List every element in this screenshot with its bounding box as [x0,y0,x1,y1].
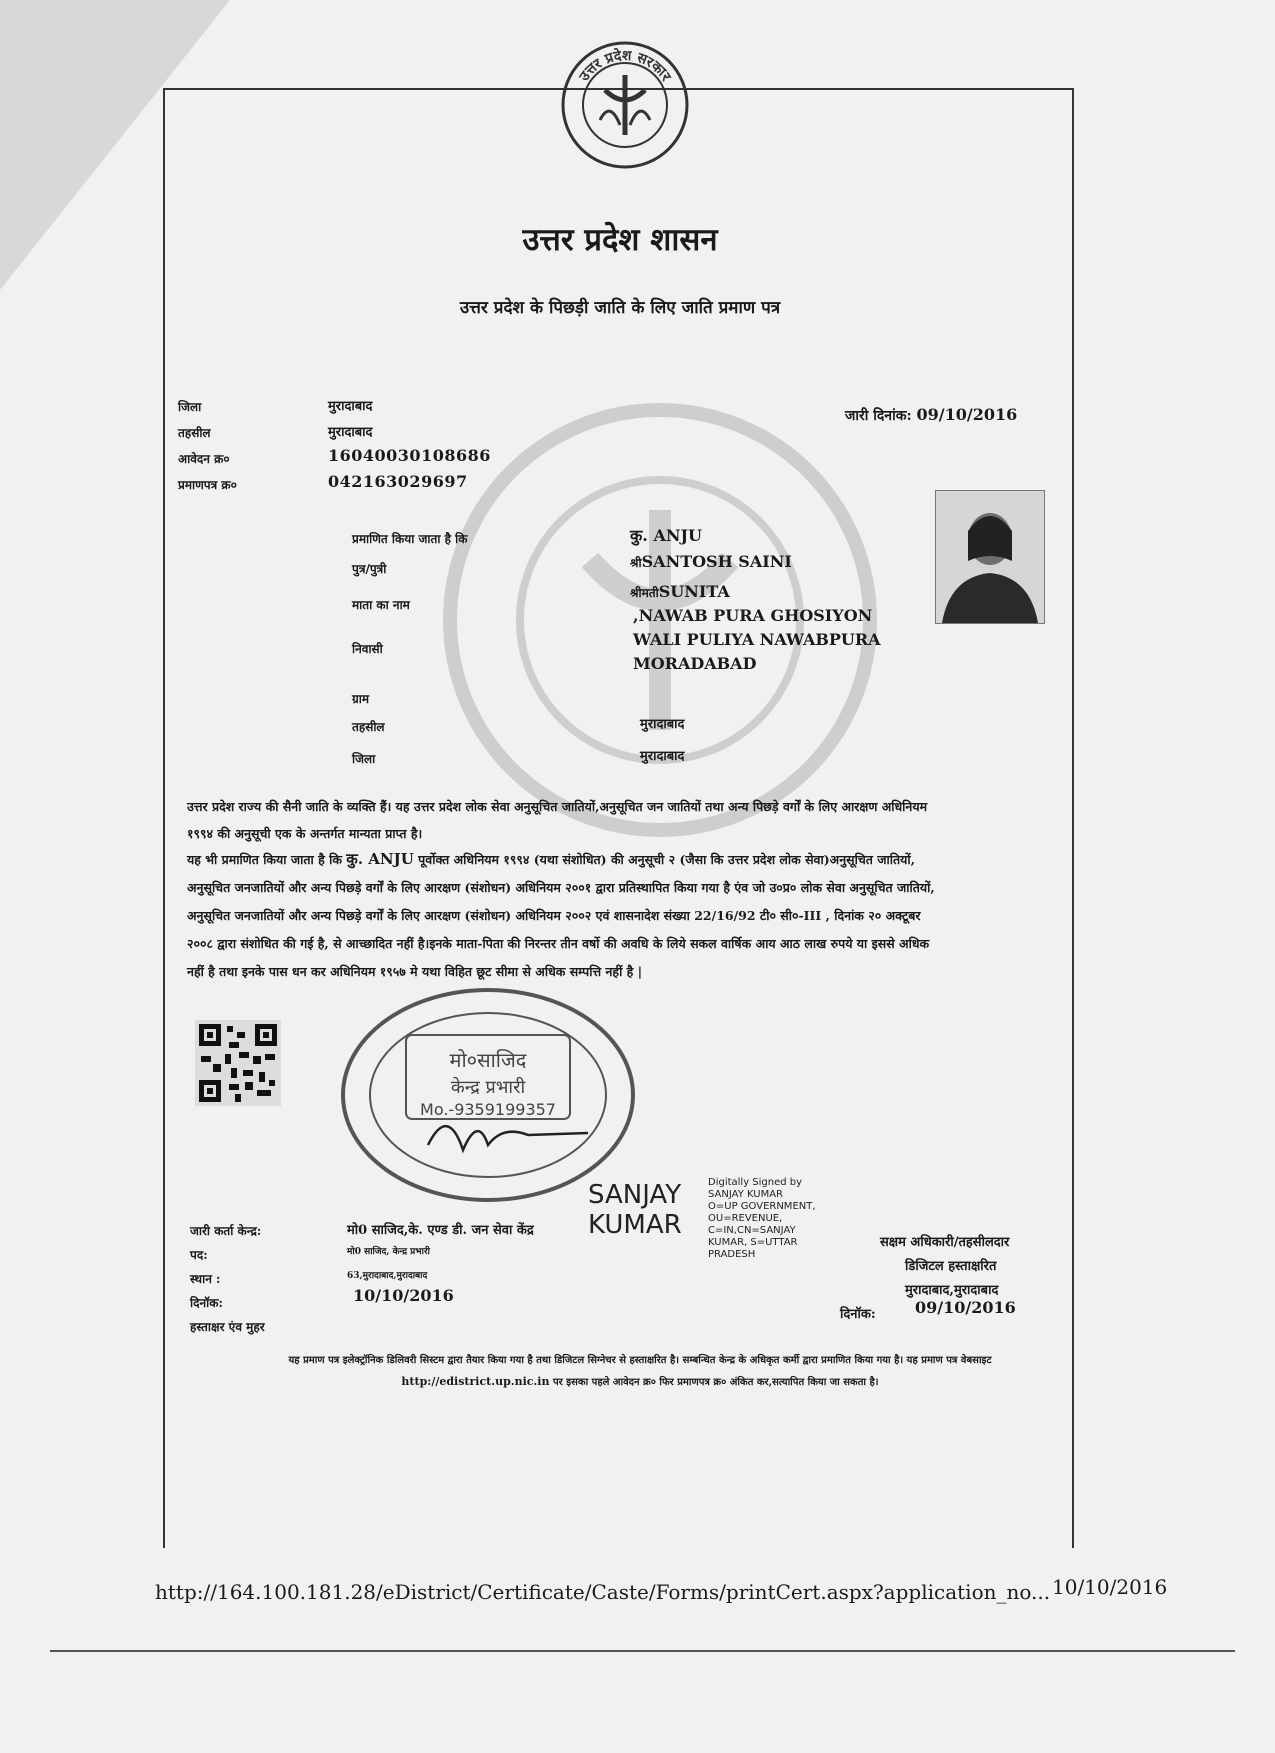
sig-detail-line: O=UP GOVERNMENT, [708,1201,816,1212]
stamp-line-3: Mo.-9359199357 [420,1100,556,1119]
para-3 [187,846,1067,873]
para-3-start: यह भी प्रमाणित किया जाता है कि [187,852,342,867]
issuer-seal-label: हस्ताक्षर एंव मुहर [190,1320,265,1334]
authority-date-label: दिनॉक: [840,1307,876,1322]
up-government-emblem [560,40,690,170]
certificate-number: 042163029697 [328,472,468,491]
address-line-2: WALI PULIYA NAWABPURA [633,630,881,649]
address-line-3: MORADABAD [633,654,757,673]
sig-name-line-1: SANJAY [588,1180,682,1210]
person-tehsil-value: मुरादाबाद [640,717,685,732]
para-2: १९९४ की अनुसूची एक के अन्तर्गत मान्यता प्राप्त है। [187,826,423,841]
village-label: ग्राम [352,692,370,706]
para-1: उत्तर प्रदेश राज्य की सैनी जाति के व्यक्ति हैं। यह उत्तर प्रदेश लोक सेवा अनुसूचित जातियों,अनुसूचित जन जातियों तथा अन्य पिछड़े वर्गों के लिए आरक्षण अधिनियम [187,799,928,814]
para-3-name: कु. ANJU [346,850,414,868]
father-value: SANTOSH SAINI [641,552,792,571]
issuer-date-label: दिनॉक: [190,1296,223,1310]
para-4: अनुसूचित जनजातियों और अन्य पिछड़े वर्गों के लिए आरक्षण (संशोधन) अधिनियम २००१ द्वारा प्रतिस्थापित किया गया है एंव जो उ०प्र० लोक सेवा अनुसूचित जातियों, [187,880,935,895]
sig-detail-line: C=IN,CN=SANJAY [708,1225,796,1236]
print-date: 10/10/2016 [1052,1575,1168,1599]
issue-date-value: 09/10/2016 [916,405,1018,424]
application-number: 16040030108686 [328,446,491,465]
page-title: उत्तर प्रदेश शासन [522,222,718,258]
issuer-post-label: पद: [190,1248,208,1262]
mother-label: माता का नाम [352,598,410,612]
issuer-post-value: मो0 साजिद, केन्द्र प्रभारी [347,1247,430,1257]
district-label: जिला [178,400,202,414]
issuer-place-label: स्थान : [190,1272,221,1286]
sig-name-line-2: KUMAR [588,1210,682,1240]
mother-name [630,582,730,601]
stamp-line-2: केन्द्र प्रभारी [450,1077,526,1098]
name-prefix: कु. [630,526,648,545]
qr-code-icon [195,1020,281,1106]
tehsil-value: मुरादाबाद [328,425,373,440]
sig-detail-line: SANJAY KUMAR [708,1189,784,1200]
person-silhouette-icon [936,491,1044,623]
certificate-subtitle: उत्तर प्रदेश के पिछड़ी जाति के लिए जाति प्रमाण पत्र [459,298,781,318]
address-line-1: ,NAWAB PURA GHOSIYON [633,606,873,625]
issuer-date-value: 10/10/2016 [353,1286,454,1305]
issuer-center-value: मो0 साजिद,के. एण्ड डी. जन सेवा केंद्र [347,1223,534,1238]
stamp-line-1: मो०साजिद [449,1048,527,1072]
para-3-end: पूर्वोक्त अधिनियम १९९४ (यथा संशोधित) की अनुसूची २ (जैसा कि उत्तर प्रदेश लोक सेवा)अनुसूचित जातियों, [418,852,915,867]
mother-value: SUNITA [658,582,730,601]
certify-label: प्रमाणित किया जाता है कि [352,532,468,546]
tehsil-label: तहसील [178,426,211,440]
para-6: २००८ द्वारा संशोधित की गई है, से आच्छादित नहीं है।इनके माता-पिता की निरन्तर तीन वर्षो की अवधि के लिये सकल वार्षिक आय आठ लाख रुपये या इससे अधिक [187,936,930,951]
sig-detail-line: OU=REVENUE, [708,1213,783,1224]
issue-date-label: जारी दिनांक: [845,408,912,424]
authority-signed: डिजिटल हस्ताक्षरित [905,1259,997,1274]
sig-detail-line: Digitally Signed by [708,1177,803,1188]
issue-date [845,405,1017,425]
resident-label: निवासी [352,642,383,656]
application-label: आवेदन क्र० [178,452,230,466]
footer-note-2-rest: पर इसका पहले आवेदन क्र० फिर प्रमाणपत्र क्र० अंकित कर,सत्यापित किया जा सकता है। [552,1377,879,1388]
issuer-place-value: 63,मुरादाबाद,मुरादाबाद [347,1271,428,1281]
person-tehsil-label: तहसील [352,720,385,734]
father-prefix: श्री [630,556,642,570]
authority-place: मुरादाबाद,मुरादाबाद [905,1283,999,1298]
digital-signature-name [588,1180,682,1240]
print-url[interactable]: http://164.100.181.28/eDistrict/Certificate/Caste/Forms/printCert.aspx?application_no... [155,1580,1051,1604]
authority-title: सक्षम अधिकारी/तहसीलदार [880,1235,1010,1250]
person-district-label: जिला [352,752,376,766]
digital-signature-details [708,1177,858,1261]
footer-note-2 [205,1374,1075,1388]
name-value: ANJU [653,526,702,545]
father-name [630,552,792,571]
certificate-label: प्रमाणपत्र क्र० [178,478,237,492]
footer-note-1: यह प्रमाण पत्र इलेक्ट्रॉनिक डिलिवरी सिस्टम द्वारा तैयार किया गया है तथा डिजिटल सिग्नेचर से हस्ताक्षरित है। सम्बन्धित केन्द्र के अधिकृत कर्मी द्वारा प्रमाणित किया गया है। यह प्रमाण पत्र वेबसाइट [288,1355,992,1366]
bottom-rule [50,1650,1235,1652]
sig-detail-line: PRADESH [708,1249,756,1260]
handwritten-signature [428,1126,588,1150]
district-value: मुरादाबाद [328,399,373,414]
mother-prefix: श्रीमती [630,586,659,600]
para-7: नहीं है तथा इनके पास धन कर अधिनियम १९५७ मे यथा विहित छूट सीमा से अधिक सम्पत्ति नहीं है | [187,964,643,979]
person-district-value: मुरादाबाद [640,749,685,764]
svg-text:उत्तर प्रदेश सरकार: उत्तर प्रदेश सरकार [576,47,674,85]
relation-label: पुत्र/पुत्री [352,562,387,576]
issuer-center-label: जारी कर्ता केन्द्र: [190,1224,262,1238]
authority-date-value: 09/10/2016 [915,1298,1016,1317]
candidate-photo [935,490,1045,624]
round-stamp [338,985,638,1205]
sig-detail-line: KUMAR, S=UTTAR [708,1237,798,1248]
para-5: अनुसूचित जनजातियों और अन्य पिछड़े वर्गों के लिए आरक्षण (संशोधन) अधिनियम २००२ एवं शासनादेश संख्या 22/16/92 टी० सी०-III , दिनांक २० अक्टूबर [187,908,921,923]
edistrict-link[interactable]: http://edistrict.up.nic.in [401,1375,550,1388]
candidate-name [630,524,702,546]
